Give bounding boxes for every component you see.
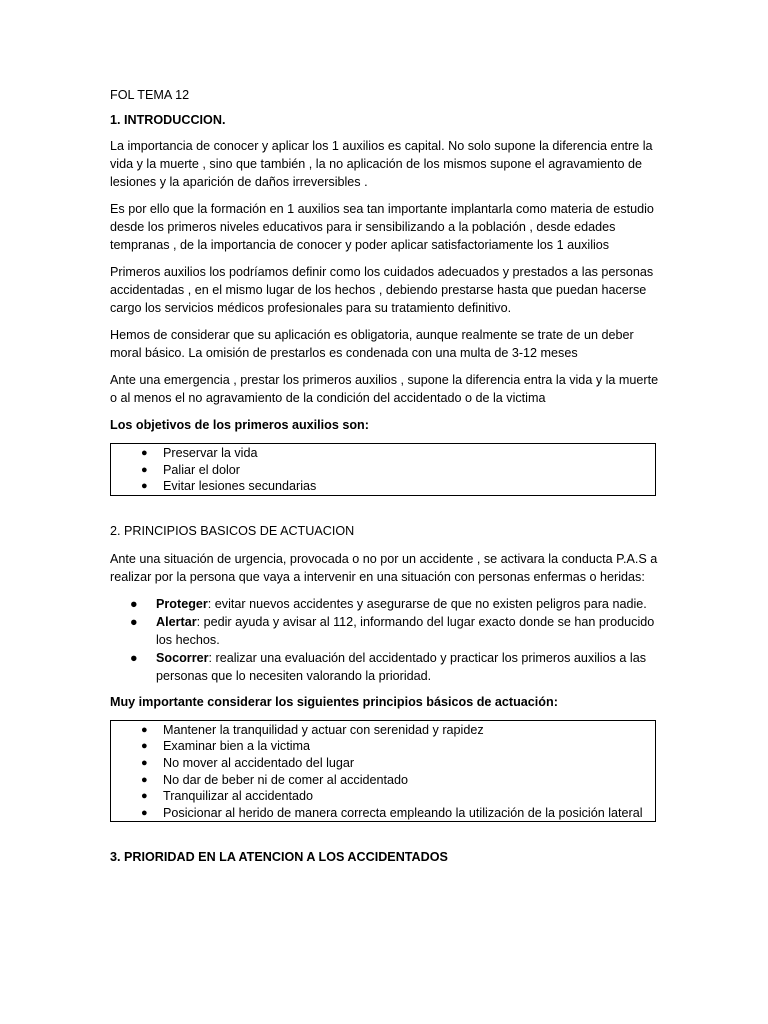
list-item: ● Preservar la vida [141, 446, 258, 460]
bullet-icon: ● [141, 447, 148, 459]
list-item: ● Proteger: evitar nuevos accidentes y asegurarse de que no existen peligros para nadie. [130, 596, 647, 611]
pas-term: Socorrer [156, 650, 209, 665]
intro-paragraph-2: Es por ello que la formación en 1 auxilios sea tan importante implantarla como materia de estudio desde los primeros niveles educativos para ir sensibilizando a la población , desde edades tempranas , de la importancia de conocer y poder aplicar satisfactoriamente los 1 auxilios [110, 202, 654, 252]
bullet-icon: ● [130, 650, 138, 665]
pas-intro-paragraph: Ante una situación de urgencia, provocada o no por un accidente , se activara la conducta P.A.S a realizar por la persona que vaya a intervenir en una situación con personas enfermas o heridas: [110, 551, 658, 584]
objectives-list [111, 445, 655, 495]
pas-list [110, 595, 660, 685]
section-1-heading: 1. INTRODUCCION. [110, 113, 226, 127]
bullet-icon: ● [141, 723, 148, 736]
principles-box [110, 720, 656, 823]
intro-paragraph-3: Primeros auxilios los podríamos definir como los cuidados adecuados y prestados a las personas accidentadas , en el mismo lugar de los hechos , debiendo prestarse hasta que puedan hacerse cargo los servicios médicos profesionales para su tratamiento definitivo. [110, 265, 654, 315]
list-item: ● Alertar: pedir ayuda y avisar al 112, informando del lugar exacto donde se han producido los hechos. [130, 614, 655, 647]
pas-term: Alertar [156, 614, 197, 629]
bullet-icon: ● [130, 596, 138, 611]
bullet-icon: ● [141, 806, 148, 819]
principles-heading: Muy importante considerar los siguientes principios básicos de actuación: [110, 694, 558, 709]
section-2-heading: 2. PRINCIPIOS BASICOS DE ACTUACION [110, 523, 355, 538]
bullet-icon: ● [130, 614, 138, 629]
bullet-icon: ● [141, 463, 148, 476]
bullet-icon: ● [141, 480, 148, 493]
list-item: ● Examinar bien a la victima [141, 739, 310, 754]
list-item: ● Tranquilizar al accidentado [141, 789, 314, 804]
section-3-heading: 3. PRIORIDAD EN LA ATENCION A LOS ACCIDENTADOS [110, 850, 448, 865]
document-title: FOL TEMA 12 [110, 88, 190, 102]
list-item: ● Mantener la tranquilidad y actuar con serenidad y rapidez [141, 722, 484, 737]
list-item: ● No dar de beber ni de comer al accidentado [141, 772, 409, 787]
bullet-icon: ● [141, 740, 148, 753]
intro-paragraph-4: Hemos de considerar que su aplicación es obligatoria, aunque realmente se trate de un deber moral básico. La omisión de prestarlos es condenada con una multa de 3-12 meses [110, 328, 634, 360]
bullet-icon: ● [141, 773, 148, 786]
principles-list [111, 722, 655, 822]
list-item: ● No mover al accidentado del lugar [141, 755, 355, 770]
pas-term: Proteger [156, 596, 208, 611]
objectives-box [110, 443, 656, 496]
list-item: ● Paliar el dolor [141, 462, 241, 477]
bullet-icon: ● [141, 756, 148, 769]
list-item: ● Posicionar al herido de manera correcta empleando la utilización de la posición lateral [141, 805, 643, 820]
objectives-heading: Los objetivos de los primeros auxilios son: [110, 418, 369, 432]
bullet-icon: ● [141, 790, 148, 803]
list-item: ● Socorrer: realizar una evaluación del accidentado y practicar los primeros auxilios a las personas que lo necesiten valorando la prioridad. [130, 650, 647, 683]
intro-paragraph-1: La importancia de conocer y aplicar los 1 auxilios es capital. No solo supone la diferencia entre la vida y la muerte , sino que también , la no aplicación de los mismos supone el agravamiento de lesiones y la aparición de daños irreversibles . [110, 139, 653, 189]
intro-paragraph-5: Ante una emergencia , prestar los primeros auxilios , supone la diferencia entra la vida y la muerte o al menos el no agravamiento de la condición del accidentado o de la victima [110, 373, 659, 405]
list-item: ● Evitar lesiones secundarias [141, 479, 317, 494]
